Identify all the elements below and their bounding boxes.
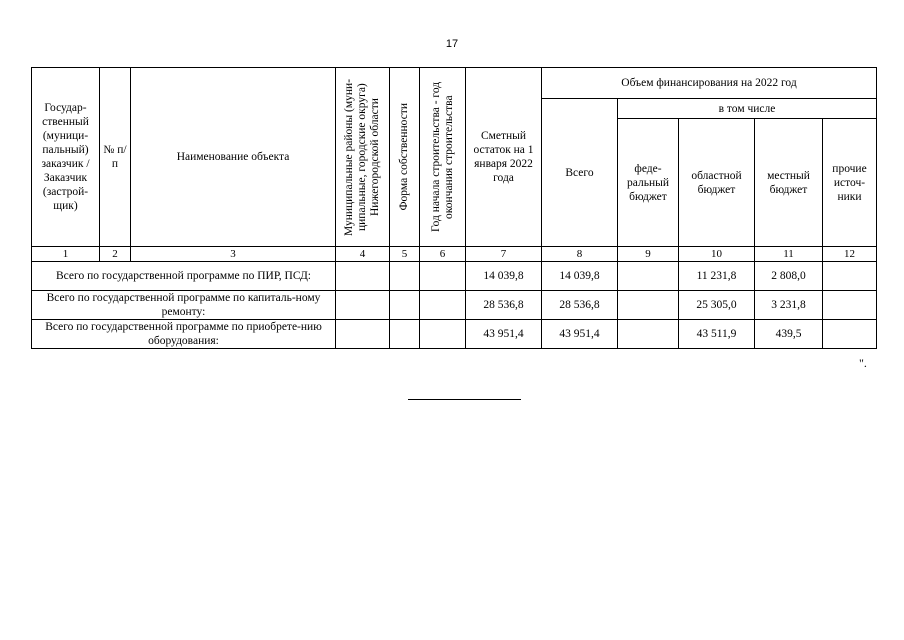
column-number: 10 <box>679 247 755 262</box>
cell-other <box>823 291 877 320</box>
column-number: 3 <box>131 247 336 262</box>
cell-total: 28 536,8 <box>542 291 618 320</box>
header-local: местный бюджет <box>755 119 823 247</box>
header-total: Всего <box>542 99 618 247</box>
header-other: прочие источ-ники <box>823 119 877 247</box>
column-number: 7 <box>466 247 542 262</box>
cell-total: 14 039,8 <box>542 262 618 291</box>
header-districts: Муниципальные районы (муни-ципальные, городские округа) Нижегородской области <box>336 68 390 247</box>
header-object-name: Наименование объекта <box>131 68 336 247</box>
column-number: 4 <box>336 247 390 262</box>
row-label: Всего по государственной программе по ПИР, ПСД: <box>32 262 336 291</box>
header-including: в том числе <box>618 99 877 119</box>
table-row <box>32 262 877 291</box>
cell-districts <box>336 262 390 291</box>
row-label: Всего по государственной программе по приобрете-нию оборудования: <box>32 320 336 349</box>
header-estimate: Сметный остаток на 1 января 2022 года <box>466 68 542 247</box>
column-number: 12 <box>823 247 877 262</box>
column-number: 11 <box>755 247 823 262</box>
cell-estimate: 28 536,8 <box>466 291 542 320</box>
table-row <box>32 320 877 349</box>
cell-ownership <box>390 320 420 349</box>
header-regional: областной бюджет <box>679 119 755 247</box>
header-federal: феде-ральный бюджет <box>618 119 679 247</box>
header-years: Год начала строительства - год окончания строительства <box>420 68 466 247</box>
column-number: 8 <box>542 247 618 262</box>
cell-estimate: 14 039,8 <box>466 262 542 291</box>
cell-estimate: 43 951,4 <box>466 320 542 349</box>
cell-districts <box>336 291 390 320</box>
cell-districts <box>336 320 390 349</box>
header-customer: Государ-ственный (муници-пальный) заказчик / Заказчик (застрой-щик) <box>32 68 100 247</box>
table-row <box>32 291 877 320</box>
cell-other <box>823 262 877 291</box>
column-number: 5 <box>390 247 420 262</box>
cell-years <box>420 320 466 349</box>
cell-years <box>420 291 466 320</box>
column-numbers-row <box>32 247 877 262</box>
cell-other <box>823 320 877 349</box>
financing-table <box>31 67 877 349</box>
cell-local: 3 231,8 <box>755 291 823 320</box>
cell-regional: 43 511,9 <box>679 320 755 349</box>
cell-ownership <box>390 291 420 320</box>
cell-ownership <box>390 262 420 291</box>
closing-quote: ". <box>859 356 867 370</box>
page-number: 17 <box>445 38 459 50</box>
cell-local: 439,5 <box>755 320 823 349</box>
cell-federal <box>618 320 679 349</box>
header-funding-group: Объем финансирования на 2022 год <box>542 68 877 99</box>
cell-years <box>420 262 466 291</box>
cell-regional: 25 305,0 <box>679 291 755 320</box>
column-number: 9 <box>618 247 679 262</box>
column-number: 1 <box>32 247 100 262</box>
header-number: № п/п <box>100 68 131 247</box>
header-ownership: Форма собственности <box>390 68 420 247</box>
cell-total: 43 951,4 <box>542 320 618 349</box>
cell-regional: 11 231,8 <box>679 262 755 291</box>
column-number: 2 <box>100 247 131 262</box>
column-number: 6 <box>420 247 466 262</box>
cell-federal <box>618 262 679 291</box>
cell-federal <box>618 291 679 320</box>
cell-local: 2 808,0 <box>755 262 823 291</box>
row-label: Всего по государственной программе по капиталь-ному ремонту: <box>32 291 336 320</box>
end-divider <box>408 399 521 400</box>
